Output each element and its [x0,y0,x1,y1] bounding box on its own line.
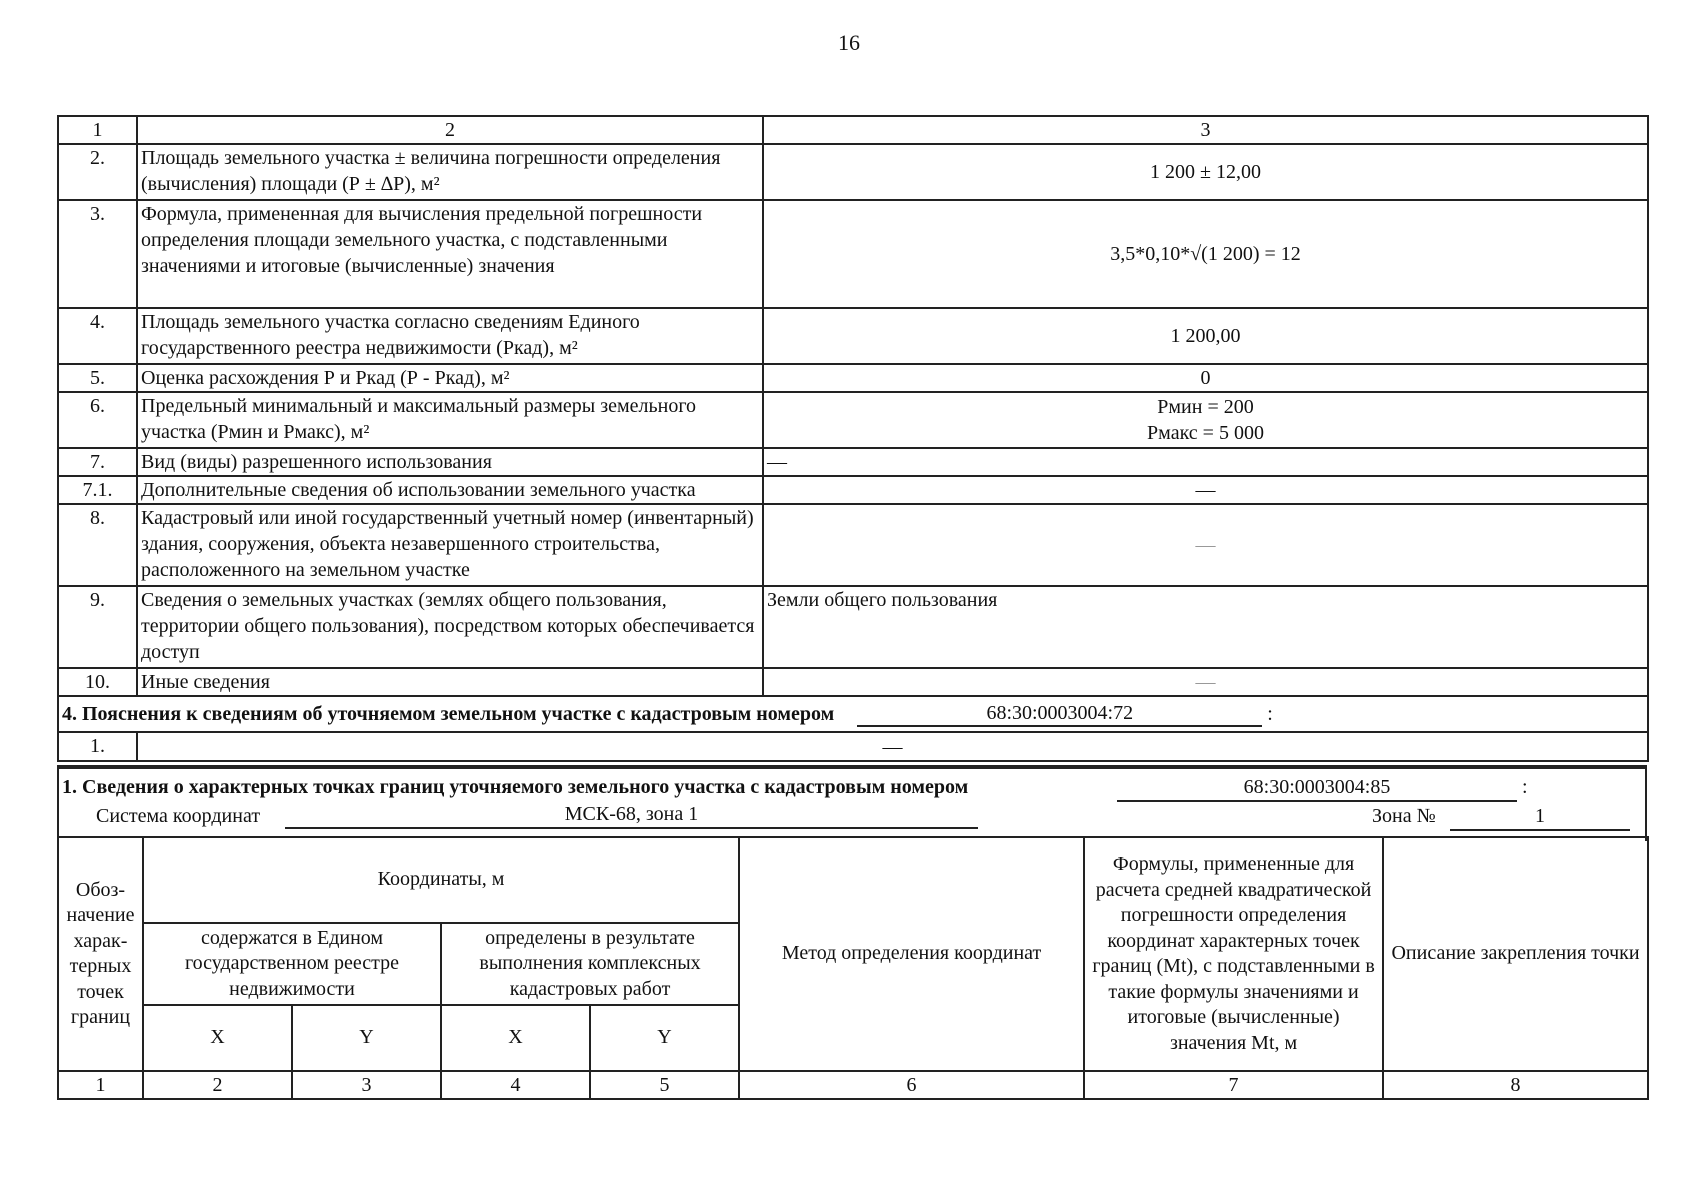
row-number: 6. [58,392,137,448]
row-label: Кадастровый или иной государственный учетный номер (инвентарный) здания, сооружения, объекта незавершенного строительства, расположенного на земельном участке [137,504,763,586]
page-number: 16 [838,30,860,55]
row-value: — [137,732,1648,761]
point-designation-header: Обоз-начение харак-терных точек границ [58,837,143,1071]
table-row [58,200,1648,308]
row-value: — [763,504,1648,586]
coord-system-label: Система координат [96,805,261,827]
row-label: Иные сведения [137,668,763,696]
header-row [58,116,1648,144]
table-row [58,392,1648,448]
boundary-points-table [57,836,1649,1100]
col-number: 1 [58,1071,143,1099]
frame-left [57,769,59,841]
row-value [763,392,1648,448]
row-label: Оценка расхождения Р и Ркад (Р - Ркад), м² [137,364,763,392]
header-col-2: 2 [137,116,763,144]
row-label: Дополнительные сведения об использовании земельного участка [137,476,763,504]
row-number: 4. [58,308,137,364]
col-number: 8 [1383,1071,1648,1099]
table-row [58,308,1648,364]
row-number: 5. [58,364,137,392]
table-row [58,448,1648,476]
row-value: — [763,476,1648,504]
column-numbers-row [58,1071,1648,1099]
row-number: 1. [58,732,137,761]
zone-label: Зона № [1372,805,1436,827]
col-number: 5 [590,1071,739,1099]
row-label: Вид (виды) разрешенного использования [137,448,763,476]
section4-row [58,732,1648,761]
section-divider [57,765,1647,769]
row-number: 2. [58,144,137,200]
table-row [58,476,1648,504]
frame-right [1645,769,1647,841]
zone-value: 1 [1450,803,1630,831]
row-label: Предельный минимальный и максимальный размеры земельного участка (Рмин и Рмакс), м² [137,392,763,448]
col-number: 2 [143,1071,292,1099]
row-value: — [763,448,1648,476]
kkr-header: определены в результате выполнения комплексных кадастровых работ [441,923,739,1005]
col-number: 7 [1084,1071,1383,1099]
coordinates-header: Координаты, м [143,837,739,923]
table-row [58,504,1648,586]
table-row [58,144,1648,200]
table-row [58,364,1648,392]
row-number: 9. [58,586,137,668]
section4-title-cell [58,696,1648,732]
row-value: 0 [763,364,1648,392]
land-plot-info-table [57,115,1649,762]
row-label: Сведения о земельных участках (землях общего пользования, территории общего пользования), посредством которых обеспечивается доступ [137,586,763,668]
row-number: 7.1. [58,476,137,504]
row-label: Площадь земельного участка согласно сведениям Единого государственного реестра недвижимости (Ркад), м² [137,308,763,364]
row-value: Земли общего пользования [763,586,1648,668]
p-min: Рмин = 200 [1157,396,1254,418]
section4-title: 4. Пояснения к сведениям об уточняемом земельном участке с кадастровым номером [62,703,835,725]
section4-cadastral-number: 68:30:0003004:72 [857,701,1262,727]
table-row [58,668,1648,696]
row-number: 8. [58,504,137,586]
row-value: 1 200 ± 12,00 [763,144,1648,200]
col-number: 4 [441,1071,590,1099]
kkr-x-header: X [441,1005,590,1071]
points-header-row-1 [58,837,1648,923]
section1-suffix: : [1522,776,1528,798]
col-number: 3 [292,1071,441,1099]
coord-system-value: МСК-68, зона 1 [285,801,978,829]
row-number: 10. [58,668,137,696]
row-value: 1 200,00 [763,308,1648,364]
row-label: Площадь земельного участка ± величина погрешности определения (вычисления) площади (Р ± ∆Р), м² [137,144,763,200]
section4-suffix: : [1267,703,1273,725]
description-header: Описание закрепления точки [1383,837,1648,1071]
row-number: 7. [58,448,137,476]
header-col-1: 1 [58,116,137,144]
method-header: Метод определения координат [739,837,1084,1071]
kkr-y-header: Y [590,1005,739,1071]
p-max: Рмакс = 5 000 [1147,422,1264,444]
header-col-3: 3 [763,116,1648,144]
row-value: — [763,668,1648,696]
section4-header-row [58,696,1648,732]
section1-title: 1. Сведения о характерных точках границ уточняемого земельного участка с кадастровым номером [62,776,969,798]
table-row [58,586,1648,668]
egrn-header: содержатся в Едином государственном реестре недвижимости [143,923,441,1005]
egrn-y-header: Y [292,1005,441,1071]
section1-cadastral-number: 68:30:0003004:85 [1117,774,1517,802]
row-label: Формула, примененная для вычисления предельной погрешности определения площади земельного участка, с подставленными значениями и итоговые (вычисленные) значения [137,200,763,308]
col-number: 6 [739,1071,1084,1099]
egrn-x-header: X [143,1005,292,1071]
row-number: 3. [58,200,137,308]
formula-header: Формулы, примененные для расчета средней квадратической погрешности определения координат характерных точек границ (Mt), с подставленными в такие формулы значениями и итоговые (вычисленные) значения Mt, м [1084,837,1383,1071]
row-value: 3,5*0,10*√(1 200) = 12 [763,200,1648,308]
